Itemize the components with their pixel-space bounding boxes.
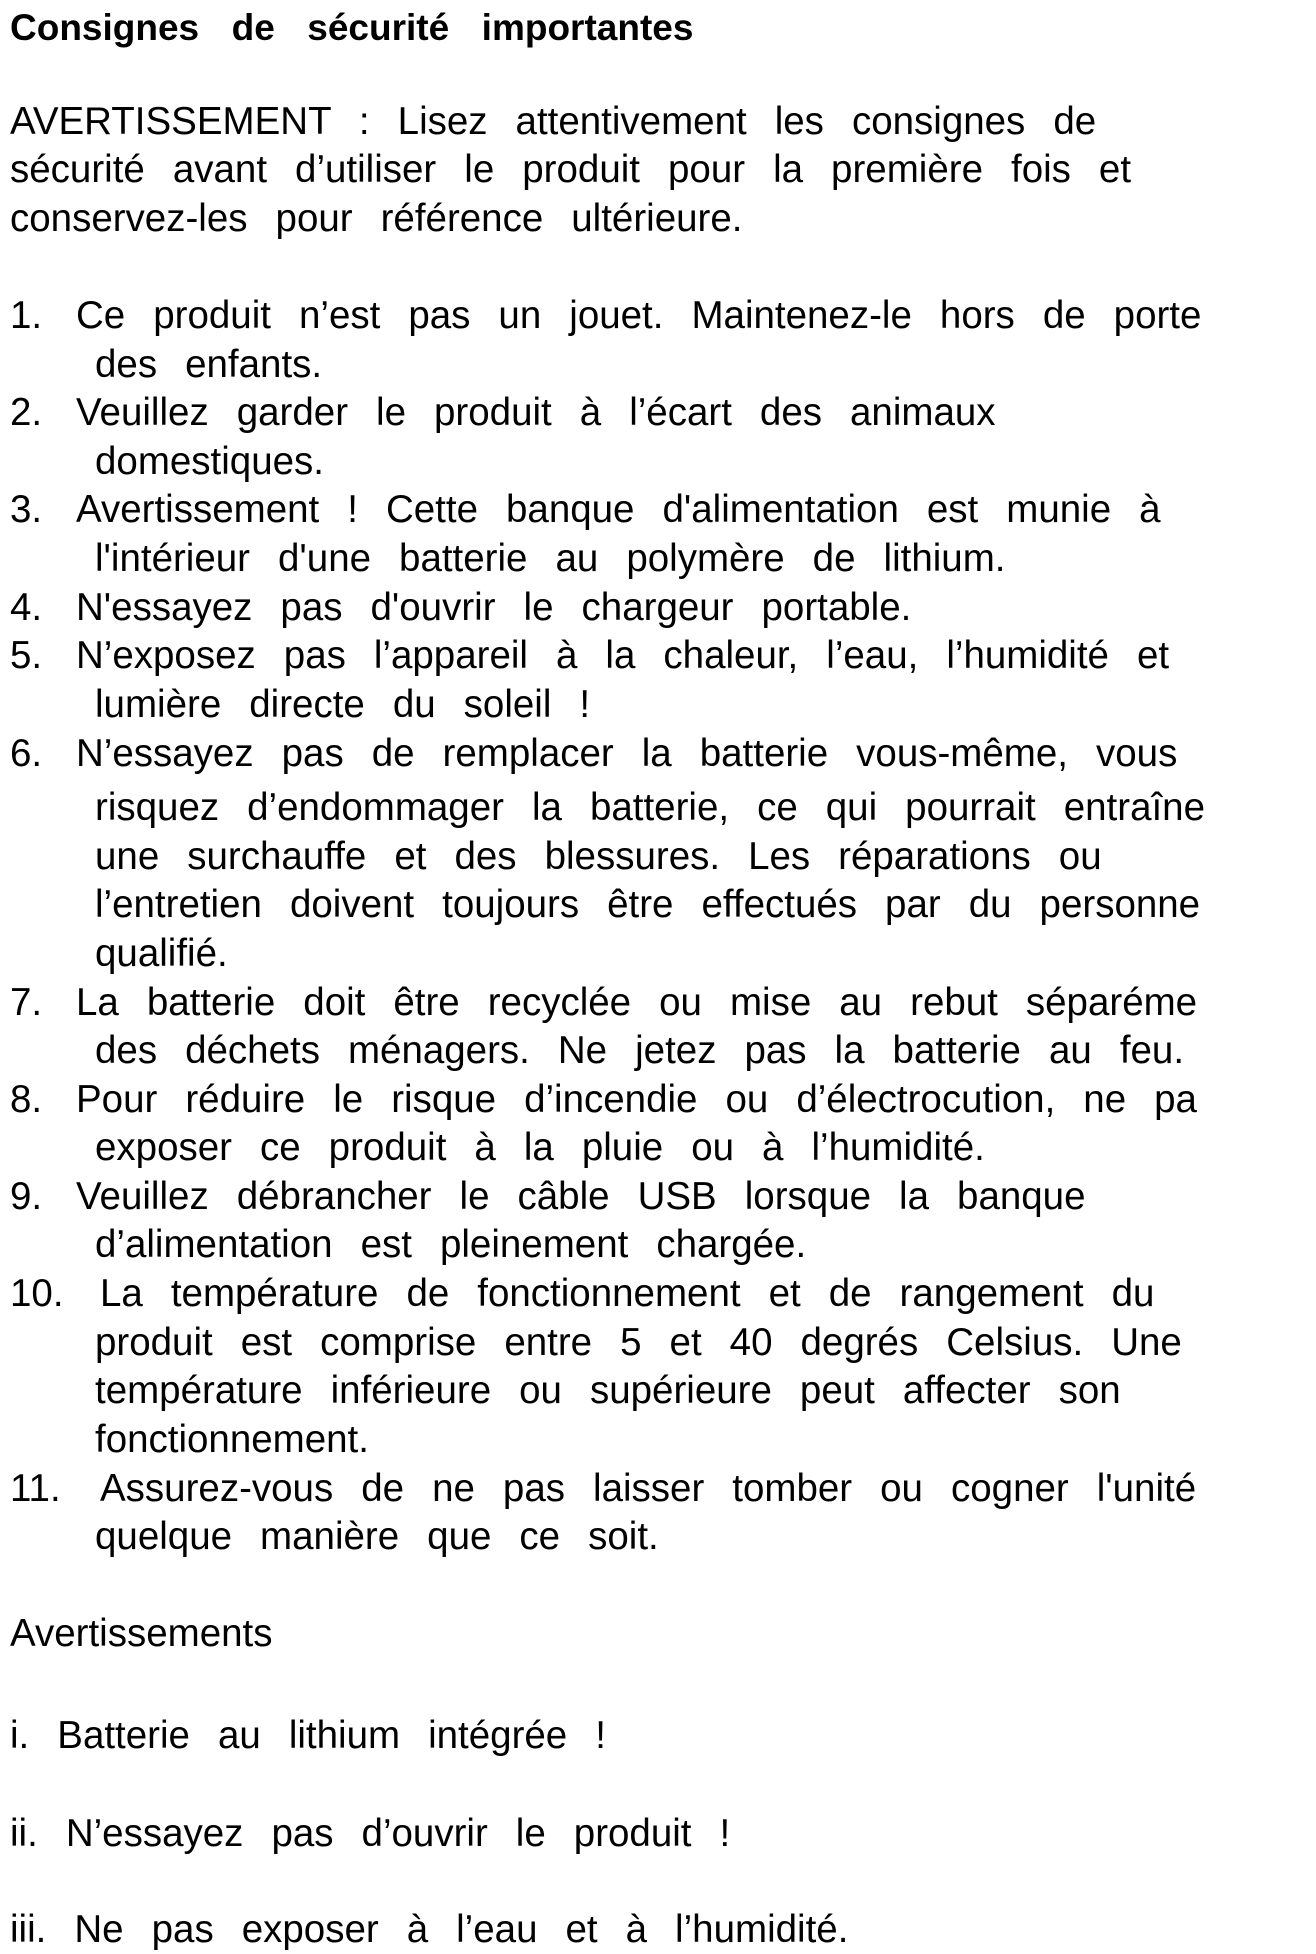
list-item-number: 9. — [10, 1175, 43, 1218]
list-item-text: température inférieure ou supérieure peut affecter son — [95, 1369, 1121, 1412]
list-item-text: des enfants. — [95, 343, 323, 386]
warning-item: i. Batterie au lithium intégrée ! — [10, 1714, 606, 1757]
list-item-text: fonctionnement. — [95, 1418, 369, 1461]
list-item-text: d’alimentation est pleinement chargée. — [95, 1223, 807, 1266]
document-title: Consignes de sécurité importantes — [10, 7, 694, 48]
list-item-text: l'intérieur d'une batterie au polymère de lithium. — [95, 537, 1006, 580]
list-item-text: Ce produit n’est pas un jouet. Maintenez-le hors de porte — [76, 294, 1202, 337]
list-item-text: exposer ce produit à la pluie ou à l’humidité. — [95, 1126, 985, 1169]
list-item-text: l’entretien doivent toujours être effectués par du personne — [95, 883, 1201, 926]
list-item-text: N'essayez pas d'ouvrir le chargeur portable. — [76, 586, 912, 629]
list-item-text: domestiques. — [95, 440, 324, 483]
list-item-number: 5. — [10, 634, 43, 677]
list-item-text: N’essayez pas de remplacer la batterie vous-même, vous — [76, 732, 1178, 775]
list-item-number: 10. — [10, 1272, 64, 1315]
list-item-text: une surchauffe et des blessures. Les réparations ou — [95, 835, 1102, 878]
list-item-text: Pour réduire le risque d’incendie ou d’électrocution, ne pa — [76, 1078, 1197, 1121]
list-item-text: Veuillez débrancher le câble USB lorsque la banque — [76, 1175, 1086, 1218]
list-item-text: lumière directe du soleil ! — [95, 683, 591, 726]
intro-line-3: conservez-les pour référence ultérieure. — [10, 197, 743, 240]
list-item-text: risquez d’endommager la batterie, ce qui pourrait entraîne — [95, 786, 1205, 829]
list-item-text: Assurez-vous de ne pas laisser tomber ou cogner l'unité — [100, 1467, 1197, 1510]
list-item-text: Avertissement ! Cette banque d'alimentation est munie à — [76, 488, 1161, 531]
list-item-number: 8. — [10, 1078, 43, 1121]
intro-line-1: AVERTISSEMENT : Lisez attentivement les consignes de — [10, 100, 1097, 143]
list-item-number: 3. — [10, 488, 43, 531]
list-item-text: N’exposez pas l’appareil à la chaleur, l’eau, l’humidité et — [76, 634, 1170, 677]
list-item-text: La température de fonctionnement et de rangement du — [100, 1272, 1155, 1315]
list-item-number: 1. — [10, 294, 43, 337]
intro-line-2: sécurité avant d’utiliser le produit pour la première fois et — [10, 148, 1132, 191]
list-item-number: 4. — [10, 586, 43, 629]
list-item-text: produit est comprise entre 5 et 40 degrés Celsius. Une — [95, 1321, 1182, 1364]
warnings-heading: Avertissements — [10, 1612, 273, 1655]
warning-item: iii. Ne pas exposer à l’eau et à l’humidité. — [10, 1908, 849, 1951]
list-item-text: La batterie doit être recyclée ou mise au rebut séparéme — [76, 981, 1198, 1024]
warning-item: ii. N’essayez pas d’ouvrir le produit ! — [10, 1812, 731, 1855]
list-item-number: 7. — [10, 981, 43, 1024]
list-item-text: Veuillez garder le produit à l’écart des animaux — [76, 391, 996, 434]
list-item-text: qualifié. — [95, 932, 228, 975]
list-item-number: 2. — [10, 391, 43, 434]
list-item-number: 11. — [10, 1467, 61, 1510]
list-item-text: des déchets ménagers. Ne jetez pas la batterie au feu. — [95, 1029, 1185, 1072]
list-item-number: 6. — [10, 732, 43, 775]
list-item-text: quelque manière que ce soit. — [95, 1515, 659, 1558]
